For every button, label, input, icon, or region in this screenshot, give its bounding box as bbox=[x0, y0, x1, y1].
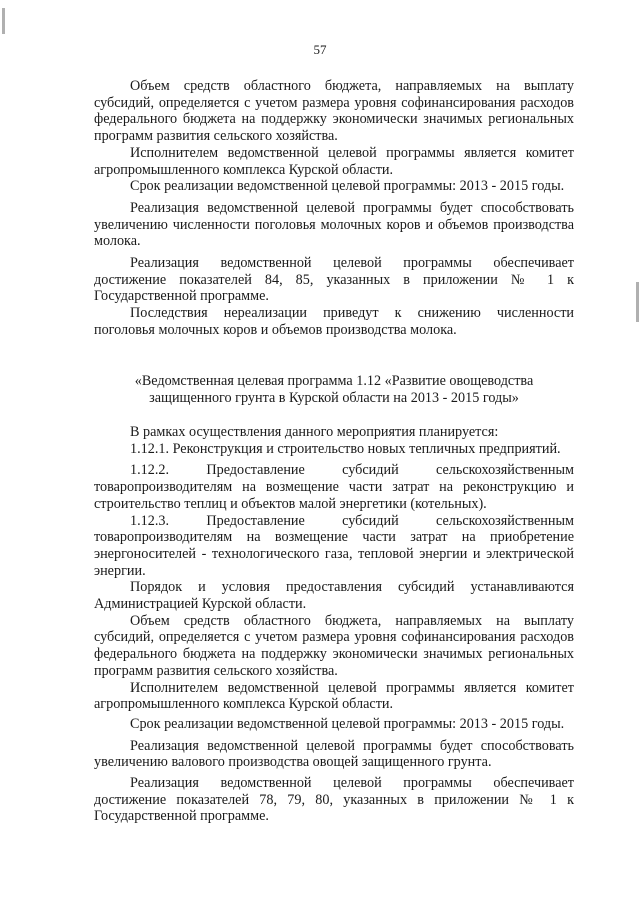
scan-edge-mark bbox=[636, 282, 639, 322]
paragraph: Реализация ведомственной целевой программы обеспечивает достижение показателей 78, 79, 80, указанных в приложении № 1 к Государственной программе. bbox=[94, 775, 574, 825]
text-block-2 bbox=[94, 424, 574, 825]
list-item: 1.12.3. Предоставление субсидий сельскохозяйственным товаропроизводителям на возмещение части затрат на приобретение энергоносителей - технологического газа, тепловой энергии и электрической энергии. bbox=[94, 512, 574, 579]
paragraph: Реализация ведомственной целевой программы будет способствовать увеличению численности поголовья молочных коров и объемов производства молока. bbox=[94, 199, 574, 250]
scan-edge-mark bbox=[2, 8, 5, 34]
page-number: 57 bbox=[313, 42, 327, 57]
paragraph: Срок реализации ведомственной целевой программы: 2013 - 2015 годы. bbox=[130, 178, 565, 195]
paragraph: Объем средств областного бюджета, направляемых на выплату субсидий, определяется с учетом размера уровня софинансирования расходов федерального бюджета на поддержку экономически значимых региональных программ развития сельского хозяйства. bbox=[94, 78, 574, 145]
section-heading: «Ведомственная целевая программа 1.12 «Развитие овощеводства защищенного грунта в Курской области на 2013 - 2015 годы» bbox=[134, 373, 534, 406]
paragraph: Исполнителем ведомственной целевой программы является комитет агропромышленного комплекса Курской области. bbox=[94, 144, 574, 178]
paragraph: Реализация ведомственной целевой программы обеспечивает достижение показателей 84, 85, указанных в приложении № 1 к Государственной программе. bbox=[94, 255, 574, 305]
list-item: 1.12.1. Реконструкция и строительство новых тепличных предприятий. bbox=[130, 440, 561, 457]
text-block-1 bbox=[94, 78, 574, 339]
paragraph: Последствия нереализации приведут к снижению численности поголовья молочных коров и объемов производства молока. bbox=[94, 305, 574, 338]
paragraph: Объем средств областного бюджета, направляемых на выплату субсидий, определяется с учетом размера уровня софинансирования расходов федерального бюджета на поддержку экономически значимых региональных программ развития сельского хозяйства. bbox=[94, 612, 574, 679]
paragraph: Срок реализации ведомственной целевой программы: 2013 - 2015 годы. bbox=[130, 715, 565, 732]
paragraph: Реализация ведомственной целевой программы будет способствовать увеличению валового производства овощей защищенного грунта. bbox=[94, 737, 574, 771]
paragraph: Исполнителем ведомственной целевой программы является комитет агропромышленного комплекса Курской области. bbox=[94, 679, 574, 713]
list-item: 1.12.2. Предоставление субсидий сельскохозяйственным товаропроизводителям на возмещение части затрат на реконструкцию и строительство теплиц и объектов малой энергетики (котельных). bbox=[94, 462, 574, 512]
paragraph: В рамках осуществления данного мероприятия планируется: bbox=[130, 424, 499, 440]
paragraph: Порядок и условия предоставления субсидий устанавливаются Администрацией Курской области. bbox=[94, 579, 574, 613]
